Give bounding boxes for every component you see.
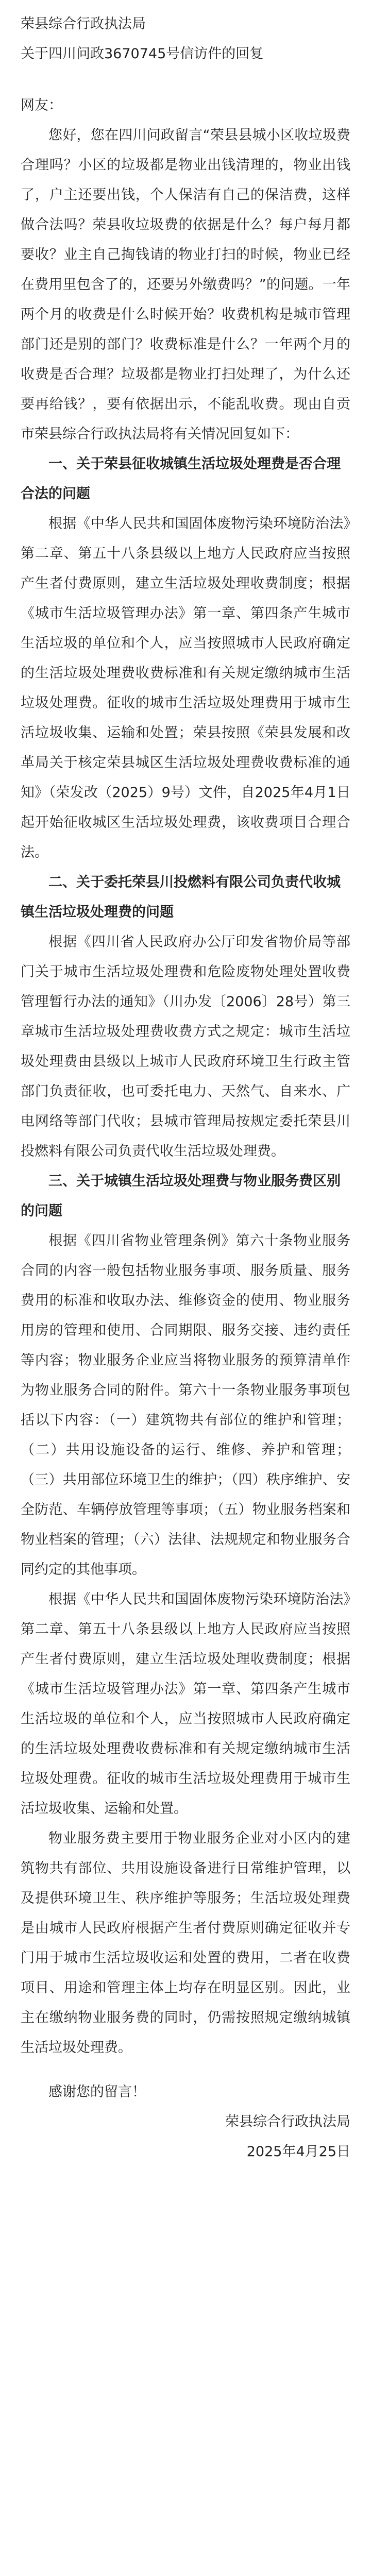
section-1-heading: 一、关于荣县征收城镇生活垃圾处理费是否合理合法的问题 xyxy=(21,456,341,502)
reply-thanks: 感谢您的留言！ xyxy=(48,2084,146,2100)
signature-unit: 荣县综合行政执法局 xyxy=(225,2114,350,2130)
section-3-body-2: 根据《中华人民共和国固体废物污染环境防治法》第二章、第五十八条县级以上地方人民政府应当按照产生者付费原则，建立生活垃圾处理收费制度；根据《城市生活垃圾管理办法》第一章、第四条产生城市生活垃圾的单位和个人，应当按照城市人民政府确定的生活垃圾处理费收费标准和有关规定缴纳城市生活垃圾处理费。征收的城市生活垃圾处理费用于城市生活垃圾收集、运输和处置。 xyxy=(21,1591,350,1817)
section-2-heading: 二、关于委托荣县川投燃料有限公司负责代收城镇生活垃圾处理费的问题 xyxy=(21,874,341,920)
section-3-body: 根据《四川省物业管理条例》第六十条物业服务合同的内容一般包括物业服务事项、服务质量、服务费用的标准和收取办法、维修资金的使用、物业服务用房的管理和使用、合同期限、服务交接、违约责任等内容；物业服务企业应当将物业服务的预算清单作为物业服务合同的附件。第六十一条物业服务事项包括以下内容：（一）建筑物共有部位的维护和管理；（二）共用设施设备的运行、维修、养护和管理；（三）共用部位环境卫生的维护；（四）秩序维护、安全防范、车辆停放管理等事项；（五）物业服务档案和物业档案的管理；（六）法律、法规规定和物业服务合同约定的其他事项。 xyxy=(21,1233,350,1578)
reply-unit-line: 荣县综合行政执法局 xyxy=(21,16,146,32)
section-1-body: 根据《中华人民共和国固体废物污染环境防治法》第二章、第五十八条县级以上地方人民政府应当按照产生者付费原则，建立生活垃圾处理收费制度；根据《城市生活垃圾管理办法》第一章、第四条产生城市生活垃圾的单位和个人，应当按照城市人民政府确定的生活垃圾处理费收费标准和有关规定缴纳城市生活垃圾处理费。征收的城市生活垃圾处理费用于城市生活垃圾收集、运输和处置；荣县按照《荣县发展和改革局关于核定荣县城区生活垃圾处理费收费标准的通知》（荣发改（2025）9号）文件，自2025年4月1日起开始征收城区生活垃圾处理费，该收费项目合理合法。 xyxy=(21,516,350,860)
signature-block xyxy=(21,2107,350,2167)
section-3-body-3: 物业服务费主要用于物业服务企业对小区内的建筑物共有部位、共用设施设备进行日常维护管理，以及提供环境卫生、秩序维护等服务；生活垃圾处理费是由城市人民政府根据产生者付费原则确定征收并专门用于城市生活垃圾收运和处置的费用，二者在收费项目、用途和管理主体上均存在明显区别。因此，业主在缴纳物业服务费的同时，仍需按照规定缴纳城镇生活垃圾处理费。 xyxy=(21,1831,350,2056)
reply-intro-paragraph: 您好，您在四川问政留言“荣县县城小区收垃圾费合理吗？小区的垃圾都是物业出钱清理的，物业出钱了，户主还要出钱，个人保洁有自己的保洁费，这样做合法吗？荣县收垃圾费的依据是什么？每户每月都要收？业主自己掏钱请的物业打扫的时候，物业已经在费用里包含了的，还要另外缴费吗？”的问题。一年两个月的收费是什么时候开始？收费机构是城市管理部门还是别的部门？收费标准是什么？一年两个月的收费是否合理？垃圾都是物业打扫处理了，为什么还要再给钱？，要有依据出示，不能乱收费。现由自贡市荣县综合行政执法局将有关情况回复如下： xyxy=(21,127,350,442)
reply-greeting: 网友： xyxy=(21,97,62,113)
section-3-heading: 三、关于城镇生活垃圾处理费与物业服务费区别的问题 xyxy=(21,1173,341,1219)
signature-date: 2025年4月25日 xyxy=(246,2144,350,2160)
reply-subject-line: 关于四川问政3670745号信访件的回复 xyxy=(21,46,264,62)
section-2-body: 根据《四川省人民政府办公厅印发省物价局等部门关于城市生活垃圾处理费和危险废物处理处置收费管理暂行办法的通知》（川办发〔2006〕28号）第三章城市生活垃圾处理费收费方式之规定：城市生活垃圾处理费由县级以上城市人民政府环境卫生行政主管部门负责征收，也可委托电力、天然气、自来水、广电网络等部门代收；县城市管理局按规定委托荣县川投燃料有限公司负责代收生活垃圾处理费。 xyxy=(21,934,350,1159)
